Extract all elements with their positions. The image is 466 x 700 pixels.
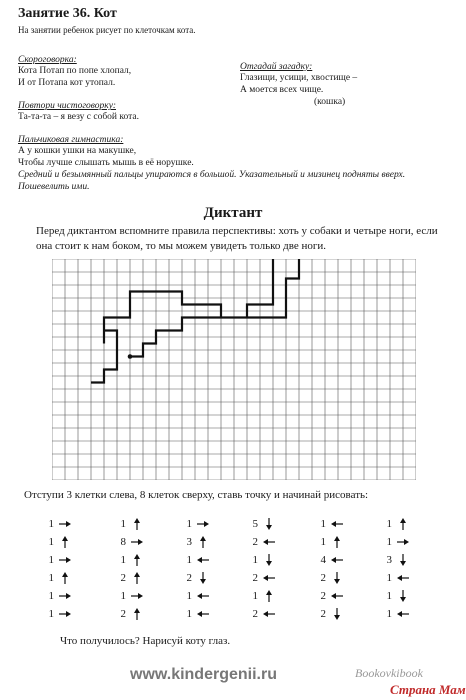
dictation-step xyxy=(378,515,433,533)
finger-gym-line: Чтобы лучше слышать мышь в её норушке. xyxy=(18,158,194,168)
dictation-column xyxy=(312,515,367,623)
dictation-step xyxy=(244,587,299,605)
dictation-instruction: Отступи 3 клетки слева, 8 клеток сверху, ставь точку и начинай рисовать: xyxy=(24,489,369,501)
step-count: 2 xyxy=(252,572,258,584)
dictation-column xyxy=(112,515,167,623)
step-count: 1 xyxy=(48,554,54,566)
step-count: 1 xyxy=(186,608,192,620)
arrow-right-icon xyxy=(54,519,76,529)
arrow-left-icon xyxy=(258,609,280,619)
step-count: 2 xyxy=(120,572,126,584)
dictation-column xyxy=(40,515,95,623)
step-count: 1 xyxy=(48,536,54,548)
arrow-up-icon xyxy=(126,571,148,585)
step-count: 1 xyxy=(120,590,126,602)
dictation-step xyxy=(178,551,233,569)
step-count: 1 xyxy=(386,608,392,620)
step-count: 2 xyxy=(120,608,126,620)
dictation-step xyxy=(112,515,167,533)
step-count: 4 xyxy=(320,554,326,566)
arrow-up-icon xyxy=(126,517,148,531)
pure-talk-heading: Повтори чистоговорку: xyxy=(18,101,116,111)
step-count: 1 xyxy=(48,572,54,584)
arrow-down-icon xyxy=(392,553,414,567)
dictation-step xyxy=(378,587,433,605)
step-count: 1 xyxy=(48,518,54,530)
dictation-step xyxy=(244,605,299,623)
step-count: 2 xyxy=(320,608,326,620)
step-count: 1 xyxy=(386,518,392,530)
step-count: 2 xyxy=(252,608,258,620)
script-logo: Bookovkibook xyxy=(355,666,423,680)
arrow-right-icon xyxy=(192,519,214,529)
dictation-step xyxy=(178,569,233,587)
dictation-column xyxy=(244,515,299,623)
step-count: 8 xyxy=(120,536,126,548)
dictation-column xyxy=(378,515,433,623)
step-count: 1 xyxy=(386,590,392,602)
dictation-step xyxy=(312,551,367,569)
dictation-step xyxy=(378,605,433,623)
dictation-step xyxy=(112,533,167,551)
cat-grid xyxy=(52,259,416,480)
arrow-down-icon xyxy=(326,607,348,621)
step-count: 1 xyxy=(186,590,192,602)
arrow-right-icon xyxy=(54,591,76,601)
arrow-left-icon xyxy=(192,609,214,619)
start-dot xyxy=(128,354,133,359)
arrow-left-icon xyxy=(392,573,414,583)
step-count: 2 xyxy=(320,590,326,602)
tongue-twister-heading: Скороговорка: xyxy=(18,55,77,65)
arrow-left-icon xyxy=(258,537,280,547)
arrow-down-icon xyxy=(258,517,280,531)
dictation-step xyxy=(40,551,95,569)
footer-question: Что получилось? Нарисуй коту глаз. xyxy=(60,635,231,647)
dictation-step xyxy=(312,587,367,605)
step-count: 2 xyxy=(252,536,258,548)
riddle-answer: (кошка) xyxy=(314,97,346,107)
dictation-step xyxy=(178,587,233,605)
dictation-step xyxy=(112,605,167,623)
watermark-logo: Страна Мам xyxy=(390,682,466,697)
riddle-line: А моется всех чище. xyxy=(240,85,324,95)
arrow-right-icon xyxy=(54,609,76,619)
arrow-left-icon xyxy=(392,609,414,619)
arrow-down-icon xyxy=(392,589,414,603)
arrow-up-icon xyxy=(258,589,280,603)
dictation-step xyxy=(312,533,367,551)
step-count: 1 xyxy=(120,518,126,530)
riddle-section xyxy=(240,62,455,108)
step-count: 1 xyxy=(320,518,326,530)
arrow-up-icon xyxy=(54,535,76,549)
dictation-step xyxy=(40,533,95,551)
dictation-step xyxy=(312,569,367,587)
tongue-twister-line: И от Потапа кот утопал. xyxy=(18,78,116,88)
dictation-step xyxy=(178,533,233,551)
dictation-column xyxy=(178,515,233,623)
dictation-step xyxy=(178,515,233,533)
step-count: 3 xyxy=(186,536,192,548)
dictation-step xyxy=(40,587,95,605)
finger-gym-heading: Пальчиковая гимнастика: xyxy=(18,135,124,145)
dictation-step xyxy=(312,605,367,623)
step-count: 1 xyxy=(252,554,258,566)
riddle-line: Глазищи, усищи, хвостище – xyxy=(240,73,358,83)
arrow-left-icon xyxy=(192,555,214,565)
dictation-step xyxy=(378,533,433,551)
dictation-step xyxy=(112,587,167,605)
step-count: 1 xyxy=(186,554,192,566)
dictation-step xyxy=(40,605,95,623)
step-count: 1 xyxy=(120,554,126,566)
step-count: 1 xyxy=(320,536,326,548)
site-url[interactable]: www.kindergenii.ru xyxy=(130,666,277,683)
dictation-step xyxy=(312,515,367,533)
dictation-intro: Перед диктантом вспомните правила перспективы: хоть у собаки и четыре ноги, если она стоит к нам боком, то мы можем увидеть только две ноги. xyxy=(36,225,438,252)
dictation-step xyxy=(112,569,167,587)
step-count: 1 xyxy=(48,608,54,620)
arrow-right-icon xyxy=(392,537,414,547)
arrow-up-icon xyxy=(126,553,148,567)
arrow-up-icon xyxy=(392,517,414,531)
step-count: 1 xyxy=(252,590,258,602)
step-count: 3 xyxy=(386,554,392,566)
arrow-left-icon xyxy=(258,573,280,583)
arrow-right-icon xyxy=(54,555,76,565)
step-count: 1 xyxy=(186,518,192,530)
dictation-step xyxy=(40,569,95,587)
pure-talk-section xyxy=(18,101,233,123)
finger-gym-note: Средний и безымянный пальцы упираются в большой. Указательный и мизинец подняты вверх. Пошевелить ими. xyxy=(18,170,406,192)
tongue-twister-line: Кота Потап по попе хлопал, xyxy=(18,66,132,76)
step-count: 5 xyxy=(252,518,258,530)
dictation-step xyxy=(40,515,95,533)
tongue-twister-section xyxy=(18,55,233,89)
arrow-left-icon xyxy=(326,555,348,565)
arrow-right-icon xyxy=(126,537,148,547)
dictation-step xyxy=(244,551,299,569)
arrow-left-icon xyxy=(326,519,348,529)
dictation-step xyxy=(112,551,167,569)
arrow-right-icon xyxy=(126,591,148,601)
step-count: 1 xyxy=(48,590,54,602)
dictation-step xyxy=(244,515,299,533)
step-count: 2 xyxy=(320,572,326,584)
step-count: 1 xyxy=(386,572,392,584)
step-count: 2 xyxy=(186,572,192,584)
arrow-up-icon xyxy=(192,535,214,549)
arrow-up-icon xyxy=(126,607,148,621)
dictation-step xyxy=(244,569,299,587)
finger-gym-section xyxy=(18,135,438,193)
dictation-step xyxy=(378,569,433,587)
dictation-title: Диктант xyxy=(203,205,263,221)
arrow-up-icon xyxy=(54,571,76,585)
page-subtitle: На занятии ребенок рисует по клеточкам кота. xyxy=(18,25,196,35)
arrow-down-icon xyxy=(192,571,214,585)
arrow-left-icon xyxy=(192,591,214,601)
dictation-step xyxy=(178,605,233,623)
arrow-down-icon xyxy=(258,553,280,567)
arrow-left-icon xyxy=(326,591,348,601)
dictation-step xyxy=(244,533,299,551)
page-title: Занятие 36. Кот xyxy=(18,6,117,21)
arrow-up-icon xyxy=(326,535,348,549)
cat-outline xyxy=(91,259,312,383)
arrow-down-icon xyxy=(326,571,348,585)
pure-talk-line: Та-та-та – я везу с собой кота. xyxy=(18,112,139,122)
step-count: 1 xyxy=(386,536,392,548)
dictation-step xyxy=(378,551,433,569)
finger-gym-line: А у кошки ушки на макушке, xyxy=(18,146,137,156)
riddle-heading: Отгадай загадку: xyxy=(240,62,313,72)
